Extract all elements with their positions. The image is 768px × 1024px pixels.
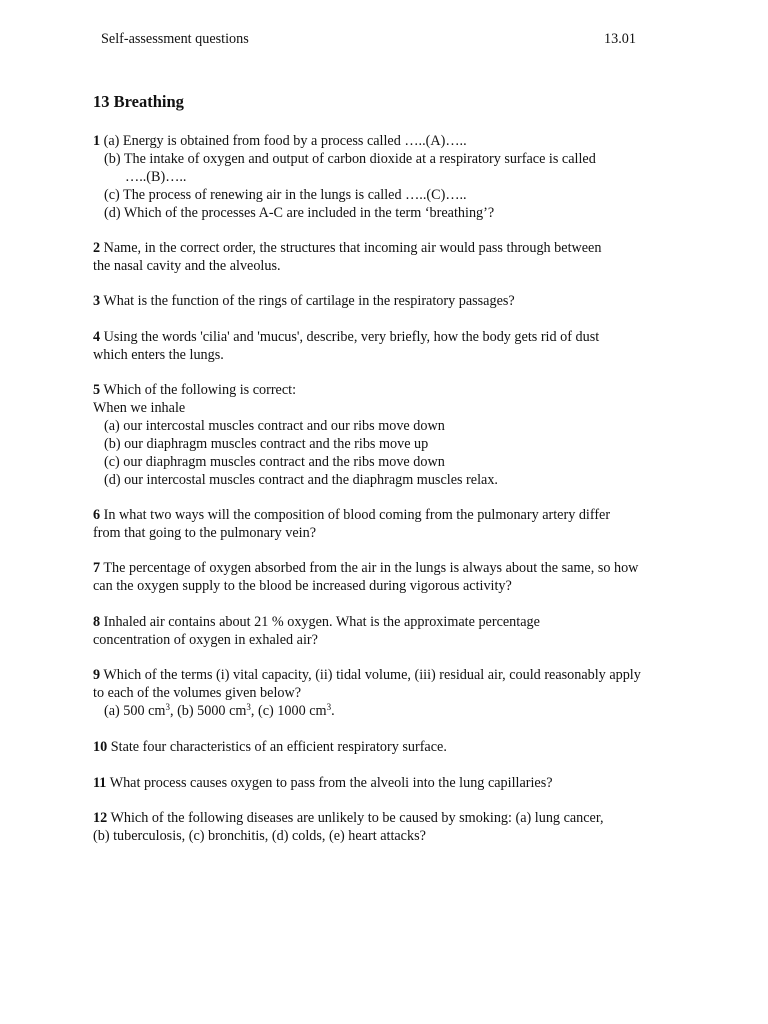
question-number: 8 [93, 614, 101, 630]
volume-c: , (c) 1000 cm [250, 703, 327, 719]
question-stem: When we inhale [93, 400, 186, 416]
question-text: Which of the terms (i) vital capacity, (ii) tidal volume, (iii) residual air, could reasonably apply [100, 667, 641, 683]
question-text: What is the function of the rings of cartilage in the respiratory passages? [100, 293, 515, 309]
page-number: 13.01 [604, 31, 636, 47]
question-number: 9 [93, 667, 101, 683]
question-text: Name, in the correct order, the structures that incoming air would pass through between [100, 240, 602, 256]
question-part-c: (c) The process of renewing air in the lungs is called …..(C)….. [104, 187, 467, 203]
question-part-b-blank: …..(B)….. [125, 169, 187, 185]
question-text: In what two ways will the composition of blood coming from the pulmonary artery differ [100, 507, 611, 523]
question-number: 12 [93, 810, 108, 826]
question-number: 6 [93, 507, 101, 523]
question-number: 2 [93, 240, 101, 256]
question-text-continued: can the oxygen supply to the blood be increased during vigorous activity? [93, 578, 512, 594]
question-1 [93, 132, 713, 222]
question-5 [93, 381, 713, 489]
question-part-b: (b) The intake of oxygen and output of carbon dioxide at a respiratory surface is called [104, 151, 596, 167]
question-8 [93, 613, 713, 649]
option-d: (d) our intercostal muscles contract and the diaphragm muscles relax. [104, 472, 498, 488]
question-text-continued: which enters the lungs. [93, 347, 224, 363]
option-c: (c) our diaphragm muscles contract and the ribs move down [104, 454, 445, 470]
question-text: (a) Energy is obtained from food by a process called …..(A)….. [100, 133, 467, 149]
question-text-continued: to each of the volumes given below? [93, 685, 302, 701]
question-text: Which of the following is correct: [100, 382, 297, 398]
volume-a: (a) 500 cm [104, 703, 166, 719]
question-number: 5 [93, 382, 101, 398]
volume-b: , (b) 5000 cm [169, 703, 247, 719]
question-11 [93, 774, 713, 792]
question-2 [93, 239, 713, 275]
question-4 [93, 328, 713, 364]
question-text: Inhaled air contains about 21 % oxygen. What is the approximate percentage [100, 614, 540, 630]
question-text: The percentage of oxygen absorbed from the air in the lungs is always about the same, so how [100, 560, 639, 576]
question-text-continued: concentration of oxygen in exhaled air? [93, 632, 318, 648]
question-text: What process causes oxygen to pass from the alveoli into the lung capillaries? [106, 775, 553, 791]
question-12 [93, 809, 713, 845]
section-title: 13 Breathing [93, 92, 184, 111]
period: . [331, 703, 335, 719]
volumes-list [93, 702, 713, 720]
option-a: (a) our intercostal muscles contract and our ribs move down [104, 418, 445, 434]
question-text: Using the words 'cilia' and 'mucus', describe, very briefly, how the body gets rid of dust [100, 329, 600, 345]
question-text: State four characteristics of an efficient respiratory surface. [107, 739, 447, 755]
superscript: 3 [246, 702, 251, 712]
question-number: 11 [93, 775, 107, 791]
question-number: 4 [93, 329, 101, 345]
question-6 [93, 506, 713, 542]
question-3 [93, 292, 713, 310]
question-10 [93, 738, 713, 756]
superscript: 3 [165, 702, 170, 712]
question-text-continued: (b) tuberculosis, (c) bronchitis, (d) colds, (e) heart attacks? [93, 828, 426, 844]
question-part-d: (d) Which of the processes A-C are included in the term ‘breathing’? [104, 205, 495, 221]
question-number: 1 [93, 133, 101, 149]
question-7 [93, 559, 713, 595]
question-text: Which of the following diseases are unlikely to be caused by smoking: (a) lung cancer, [107, 810, 604, 826]
question-text-continued: from that going to the pulmonary vein? [93, 525, 317, 541]
page-header-title: Self-assessment questions [101, 31, 249, 47]
question-number: 7 [93, 560, 101, 576]
superscript: 3 [326, 702, 332, 712]
question-9 [93, 666, 713, 720]
question-number: 3 [93, 293, 101, 309]
option-b: (b) our diaphragm muscles contract and the ribs move up [104, 436, 429, 452]
question-number: 10 [93, 739, 108, 755]
question-text-continued: the nasal cavity and the alveolus. [93, 258, 281, 274]
